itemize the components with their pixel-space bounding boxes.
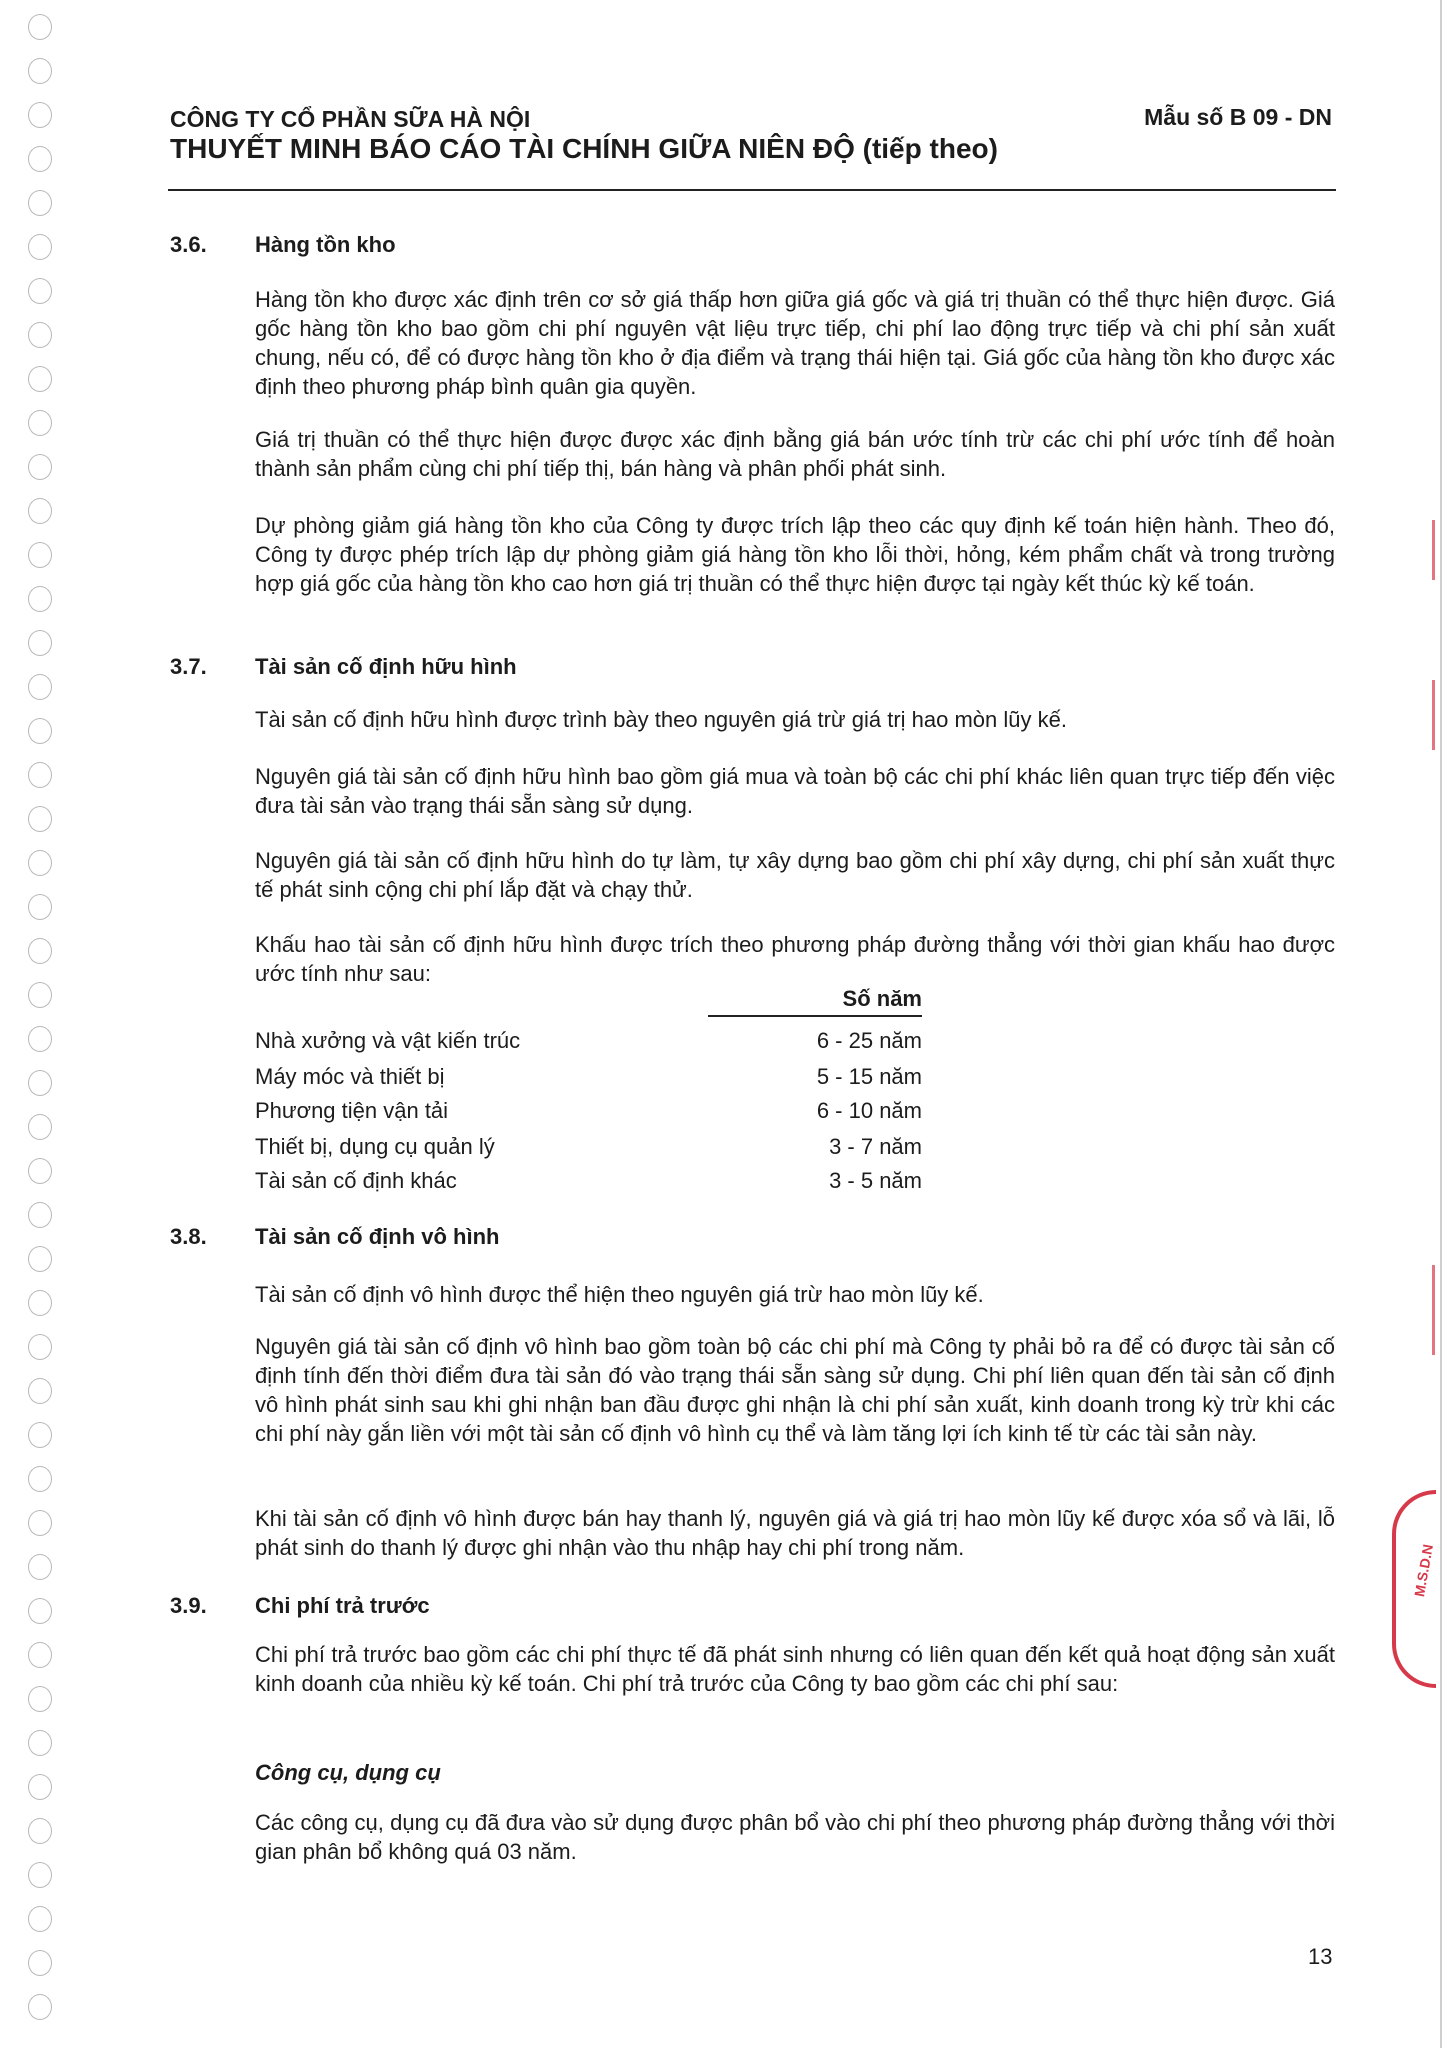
binder-hole	[28, 278, 52, 304]
row-label: Phương tiện vận tải	[255, 1098, 449, 1123]
binder-hole	[28, 454, 52, 480]
binder-hole	[28, 762, 52, 788]
table-row	[255, 1168, 922, 1194]
paragraph: Nguyên giá tài sản cố định vô hình bao gồm toàn bộ các chi phí mà Công ty phải bỏ ra để có được tài sản cố định tính đến thời điểm đưa tài sản đó vào trạng thái sẵn sàng sử dụng. Chi phí liên quan đến tài sản cố định vô hình phát sinh sau khi ghi nhận ban đầu được ghi nhận là chi phí sản xuất, kinh doanh trong kỳ trừ khi các chi phí này gắn liền với một tài sản cố định vô hình cụ thể và làm tăng lợi ích kinh tế từ các tài sản này.	[255, 1334, 1335, 1446]
paragraph: Khấu hao tài sản cố định hữu hình được trích theo phương pháp đường thẳng với thời gian khấu hao được ước tính như sau:	[255, 932, 1335, 986]
binder-hole	[28, 894, 52, 920]
stamp-fragment	[1432, 1265, 1435, 1355]
company-name: CÔNG TY CỔ PHẦN SỮA HÀ NỘI	[170, 106, 531, 132]
row-label: Máy móc và thiết bị	[255, 1064, 445, 1089]
binder-hole	[28, 542, 52, 568]
binder-hole	[28, 1158, 52, 1184]
binder-hole	[28, 1554, 52, 1580]
section-title: Tài sản cố định vô hình	[255, 1224, 500, 1249]
binder-hole	[28, 1290, 52, 1316]
binder-hole	[28, 1994, 52, 2020]
paragraph: Tài sản cố định hữu hình được trình bày theo nguyên giá trừ giá trị hao mòn lũy kế.	[255, 707, 1067, 732]
table-row	[255, 1098, 922, 1124]
row-value: 6 - 25 năm	[816, 1028, 922, 1053]
section-number: 3.9.	[170, 1593, 207, 1618]
binder-hole	[28, 850, 52, 876]
binder-hole	[28, 410, 52, 436]
binder-hole	[28, 234, 52, 260]
binder-hole	[28, 1774, 52, 1800]
binder-hole	[28, 1730, 52, 1756]
binder-hole	[28, 1950, 52, 1976]
row-value: 5 - 15 năm	[816, 1064, 922, 1089]
row-value: 3 - 7 năm	[829, 1134, 922, 1159]
row-value: 6 - 10 năm	[816, 1098, 922, 1123]
binder-hole	[28, 1114, 52, 1140]
paragraph: Chi phí trả trước bao gồm các chi phí thực tế đã phát sinh nhưng có liên quan đến kết quả hoạt động sản xuất kinh doanh của nhiều kỳ kế toán. Chi phí trả trước của Công ty bao gồm các chi phí sau:	[255, 1642, 1335, 1696]
paragraph: Nguyên giá tài sản cố định hữu hình bao gồm giá mua và toàn bộ các chi phí khác liên quan trực tiếp đến việc đưa tài sản vào trạng thái sẵn sàng sử dụng.	[255, 764, 1335, 818]
binder-hole	[28, 190, 52, 216]
binder-hole	[28, 1686, 52, 1712]
binder-hole	[28, 1466, 52, 1492]
binder-hole	[28, 1202, 52, 1228]
header-divider	[168, 189, 1336, 191]
binder-hole	[28, 1642, 52, 1668]
binder-hole	[28, 1598, 52, 1624]
section-number: 3.7.	[170, 654, 207, 679]
table-row	[255, 1064, 922, 1090]
binder-hole	[28, 1378, 52, 1404]
section-title: Tài sản cố định hữu hình	[255, 654, 517, 679]
binder-hole	[28, 982, 52, 1008]
table-row	[255, 1134, 922, 1160]
paragraph: Các công cụ, dụng cụ đã đưa vào sử dụng được phân bổ vào chi phí theo phương pháp đường thẳng với thời gian phân bổ không quá 03 năm.	[255, 1810, 1335, 1864]
binder-hole	[28, 1862, 52, 1888]
section-number: 3.6.	[170, 232, 207, 257]
paragraph: Giá trị thuần có thể thực hiện được được xác định bằng giá bán ước tính trừ các chi phí ước tính để hoàn thành sản phẩm cùng chi phí tiếp thị, bán hàng và phân phối phát sinh.	[255, 427, 1335, 481]
form-number: Mẫu số B 09 - DN	[1144, 104, 1332, 130]
binder-hole	[28, 674, 52, 700]
company-stamp	[1392, 1490, 1436, 1688]
binder-hole	[28, 586, 52, 612]
binder-hole	[28, 1422, 52, 1448]
binder-hole	[28, 366, 52, 392]
paragraph: Tài sản cố định vô hình được thể hiện theo nguyên giá trừ hao mòn lũy kế.	[255, 1282, 984, 1307]
page-edge	[1440, 0, 1442, 2048]
binder-hole	[28, 102, 52, 128]
binder-hole	[28, 718, 52, 744]
binder-hole	[28, 938, 52, 964]
section-title: Chi phí trả trước	[255, 1593, 430, 1618]
stamp-fragment	[1432, 520, 1435, 580]
stamp-fragment	[1432, 680, 1435, 750]
paragraph: Hàng tồn kho được xác định trên cơ sở giá thấp hơn giữa giá gốc và giá trị thuần có thể thực hiện được. Giá gốc hàng tồn kho bao gồm chi phí nguyên vật liệu trực tiếp, chi phí lao động trực tiếp và chi phí sản xuất chung, nếu có, để có được hàng tồn kho ở địa điểm và trạng thái hiện tại. Giá gốc của hàng tồn kho được xác định theo phương pháp bình quân gia quyền.	[255, 287, 1335, 399]
document-title: THUYẾT MINH BÁO CÁO TÀI CHÍNH GIỮA NIÊN ĐỘ (tiếp theo)	[170, 133, 998, 164]
table-row	[255, 1028, 922, 1054]
binder-hole	[28, 14, 52, 40]
section-title: Hàng tồn kho	[255, 232, 396, 257]
table-header: Số năm	[708, 986, 922, 1017]
row-label: Nhà xưởng và vật kiến trúc	[255, 1028, 521, 1053]
binder-hole	[28, 1906, 52, 1932]
binder-hole	[28, 1246, 52, 1272]
binder-hole	[28, 806, 52, 832]
binder-hole	[28, 630, 52, 656]
row-value: 3 - 5 năm	[829, 1168, 922, 1193]
paragraph: Dự phòng giảm giá hàng tồn kho của Công ty được trích lập theo các quy định kế toán hiện hành. Theo đó, Công ty được phép trích lập dự phòng giảm giá hàng tồn kho lỗi thời, hỏng, kém phẩm chất và trong trường hợp giá gốc của hàng tồn kho cao hơn giá trị thuần có thể thực hiện được tại ngày kết thúc kỳ kế toán.	[255, 513, 1335, 596]
binder-hole	[28, 1070, 52, 1096]
binder-hole	[28, 146, 52, 172]
paragraph: Khi tài sản cố định vô hình được bán hay thanh lý, nguyên giá và giá trị hao mòn lũy kế được xóa sổ và lãi, lỗ phát sinh do thanh lý được ghi nhận vào thu nhập hay chi phí trong năm.	[255, 1506, 1335, 1560]
subheading: Công cụ, dụng cụ	[255, 1760, 441, 1785]
section-number: 3.8.	[170, 1224, 207, 1249]
binder-hole	[28, 322, 52, 348]
binder-hole	[28, 1818, 52, 1844]
binder-hole	[28, 58, 52, 84]
page-number: 13	[1308, 1944, 1333, 1969]
stamp-text: M.S.D.N	[1411, 1542, 1436, 1598]
row-label: Thiết bị, dụng cụ quản lý	[255, 1134, 495, 1159]
binder-hole	[28, 1334, 52, 1360]
binder-hole	[28, 1510, 52, 1536]
binder-hole	[28, 1026, 52, 1052]
row-label: Tài sản cố định khác	[255, 1168, 457, 1193]
binder-hole	[28, 498, 52, 524]
paragraph: Nguyên giá tài sản cố định hữu hình do tự làm, tự xây dựng bao gồm chi phí xây dựng, chi phí sản xuất thực tế phát sinh cộng chi phí lắp đặt và chạy thử.	[255, 848, 1335, 902]
